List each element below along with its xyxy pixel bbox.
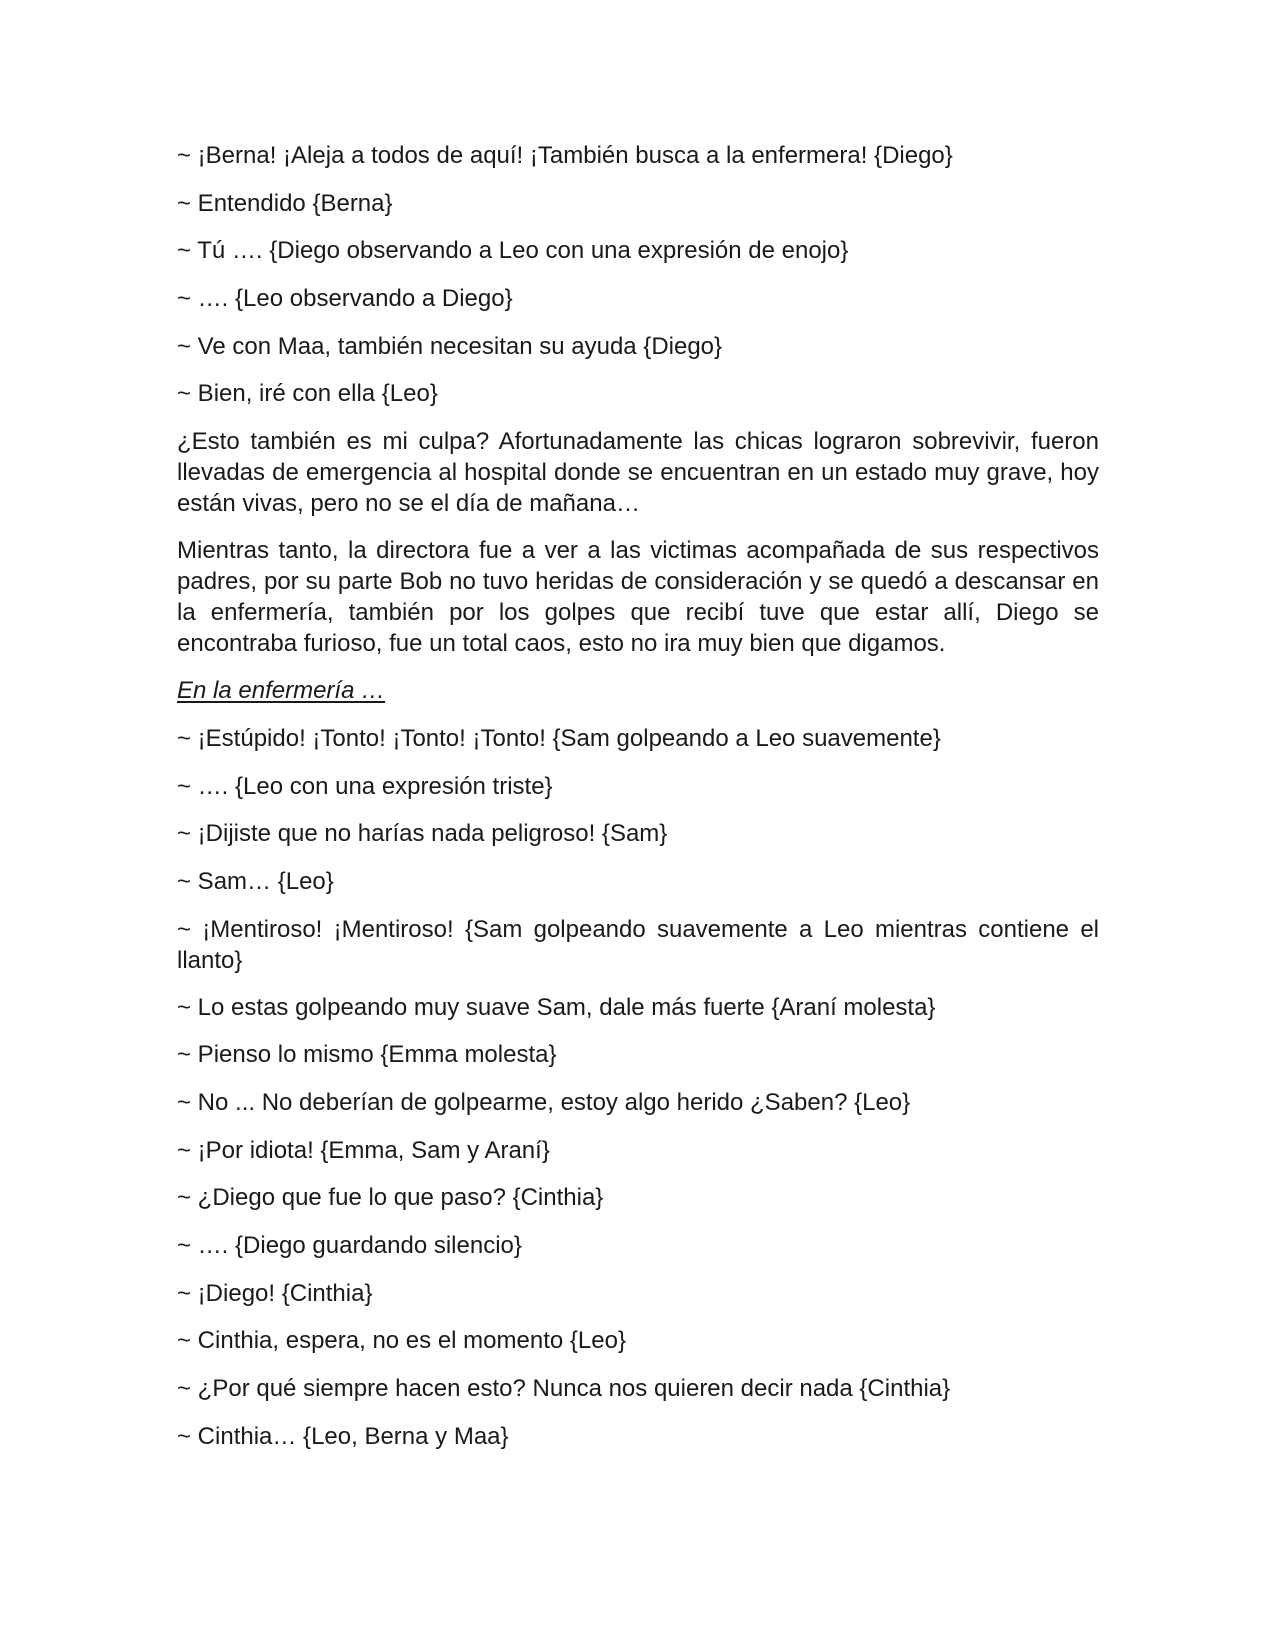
dialogue-line: ~ No ... No deberían de golpearme, estoy algo herido ¿Saben? {Leo} (177, 1088, 911, 1116)
dialogue-line: ~ ¡Mentiroso! ¡Mentiroso! {Sam golpeando suavemente a Leo mientras contiene el llanto} (177, 915, 1099, 974)
narrative-paragraph: ¿Esto también es mi culpa? Afortunadamente las chicas lograron sobrevivir, fueron llevadas de emergencia al hospital donde se encuentran en un estado muy grave, hoy están vivas, pero no se el día de mañana… (177, 428, 1099, 518)
dialogue-line: ~ Bien, iré con ella {Leo} (177, 380, 438, 408)
dialogue-line: ~ Pienso lo mismo {Emma molesta} (177, 1041, 557, 1069)
dialogue-line: ~ Tú …. {Diego observando a Leo con una expresión de enojo} (177, 237, 849, 265)
scene-heading: En la enfermería … (177, 677, 386, 705)
dialogue-line: ~ ¡Berna! ¡Aleja a todos de aquí! ¡También busca a la enfermera! {Diego} (177, 142, 953, 169)
dialogue-line: ~ ¿Diego que fue lo que paso? {Cinthia} (177, 1184, 604, 1212)
dialogue-line: ~ Cinthia, espera, no es el momento {Leo} (177, 1327, 626, 1355)
dialogue-line: ~ ¿Por qué siempre hacen esto? Nunca nos quieren decir nada {Cinthia} (177, 1375, 951, 1403)
dialogue-line: ~ Lo estas golpeando muy suave Sam, dale más fuerte {Araní molesta} (177, 993, 936, 1021)
dialogue-line: ~ Sam… {Leo} (177, 867, 334, 895)
dialogue-line: ~ …. {Leo observando a Diego} (177, 285, 513, 313)
dialogue-line: ~ ¡Por idiota! {Emma, Sam y Araní} (177, 1136, 550, 1164)
narrative-paragraph: Mientras tanto, la directora fue a ver a las victimas acompañada de sus respectivos padres, por su parte Bob no tuvo heridas de consideración y se quedó a descansar en la enfermería, también por los golpes que recibí tuve que estar allí, Diego se encontraba furioso, fue un total caos, esto no ira muy bien que digamos. (177, 537, 1099, 658)
dialogue-line: ~ Cinthia… {Leo, Berna y Maa} (177, 1422, 509, 1450)
document-page (177, 140, 1099, 1468)
dialogue-line: ~ ¡Dijiste que no harías nada peligroso! {Sam} (177, 820, 668, 848)
dialogue-line: ~ ¡Diego! {Cinthia} (177, 1279, 373, 1307)
dialogue-line: ~ …. {Leo con una expresión triste} (177, 772, 553, 800)
dialogue-line: ~ Entendido {Berna} (177, 189, 393, 217)
dialogue-line: ~ ¡Estúpido! ¡Tonto! ¡Tonto! ¡Tonto! {Sam golpeando a Leo suavemente} (177, 724, 941, 752)
dialogue-line: ~ …. {Diego guardando silencio} (177, 1232, 522, 1259)
dialogue-line: ~ Ve con Maa, también necesitan su ayuda {Diego} (177, 332, 723, 360)
